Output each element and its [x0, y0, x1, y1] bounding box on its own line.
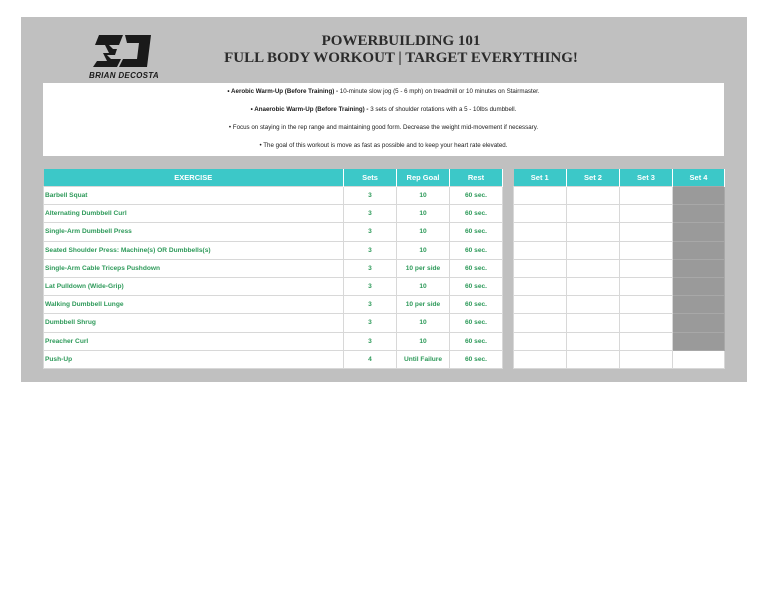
column-gap: [503, 296, 514, 314]
set1-entry-cell[interactable]: [514, 314, 567, 332]
table-row: [44, 205, 725, 223]
exercise-name: Push-Up: [44, 350, 344, 368]
set2-entry-cell[interactable]: [567, 350, 620, 368]
set1-entry-cell[interactable]: [514, 277, 567, 295]
set2-entry-cell[interactable]: [567, 296, 620, 314]
col-sets-header: Sets: [344, 169, 397, 187]
note-aerobic: • Aerobic Warm-Up (Before Training) - 10-minute slow jog (5 - 6 mph) on treadmill or 10 minutes on Stairmaster.: [227, 88, 540, 95]
set1-entry-cell[interactable]: [514, 350, 567, 368]
col-set4-header: Set 4: [673, 169, 725, 187]
table-row: [44, 259, 725, 277]
col-rep-goal-header: Rep Goal: [397, 169, 450, 187]
set3-entry-cell[interactable]: [620, 205, 673, 223]
rest-value: 60 sec.: [450, 223, 503, 241]
set4-disabled-cell: [673, 332, 725, 350]
exercise-name: Single-Arm Cable Triceps Pushdown: [44, 259, 344, 277]
set4-disabled-cell: [673, 205, 725, 223]
sets-value: 4: [344, 350, 397, 368]
column-gap: [503, 223, 514, 241]
set4-disabled-cell: [673, 296, 725, 314]
column-gap: [503, 169, 514, 187]
sets-value: 3: [344, 259, 397, 277]
rest-value: 60 sec.: [450, 259, 503, 277]
sets-value: 3: [344, 332, 397, 350]
rest-value: 60 sec.: [450, 187, 503, 205]
rest-value: 60 sec.: [450, 277, 503, 295]
rep-goal-value: Until Failure: [397, 350, 450, 368]
set2-entry-cell[interactable]: [567, 314, 620, 332]
rep-goal-value: 10 per side: [397, 259, 450, 277]
set1-entry-cell[interactable]: [514, 296, 567, 314]
sets-value: 3: [344, 187, 397, 205]
rep-goal-value: 10 per side: [397, 296, 450, 314]
rest-value: 60 sec.: [450, 332, 503, 350]
sets-value: 3: [344, 296, 397, 314]
column-gap: [503, 350, 514, 368]
table-row: [44, 223, 725, 241]
set4-disabled-cell: [673, 187, 725, 205]
exercise-name: Preacher Curl: [44, 332, 344, 350]
note-anaerobic: • Anaerobic Warm-Up (Before Training) - 3 sets of shoulder rotations with a 5 - 10lbs dumbbell.: [250, 106, 517, 113]
set3-entry-cell[interactable]: [620, 259, 673, 277]
exercise-name: Alternating Dumbbell Curl: [44, 205, 344, 223]
brand-name: BRIAN DECOSTA: [89, 71, 159, 80]
rest-value: 60 sec.: [450, 241, 503, 259]
set3-entry-cell[interactable]: [620, 332, 673, 350]
set1-entry-cell[interactable]: [514, 223, 567, 241]
exercise-name: Barbell Squat: [44, 187, 344, 205]
exercise-name: Dumbbell Shrug: [44, 314, 344, 332]
col-set1-header: Set 1: [514, 169, 567, 187]
rest-value: 60 sec.: [450, 314, 503, 332]
bd-logo-icon: [93, 31, 155, 69]
rep-goal-value: 10: [397, 241, 450, 259]
set1-entry-cell[interactable]: [514, 187, 567, 205]
column-gap: [503, 259, 514, 277]
set2-entry-cell[interactable]: [567, 332, 620, 350]
exercise-name: Single-Arm Dumbbell Press: [44, 223, 344, 241]
column-gap: [503, 241, 514, 259]
col-exercise-header: EXERCISE: [44, 169, 344, 187]
set3-entry-cell[interactable]: [620, 223, 673, 241]
brand-logo: [79, 31, 169, 83]
table-header-row: [44, 169, 725, 187]
set3-entry-cell[interactable]: [620, 296, 673, 314]
set4-disabled-cell: [673, 277, 725, 295]
column-gap: [503, 314, 514, 332]
set4-disabled-cell: [673, 223, 725, 241]
set1-entry-cell[interactable]: [514, 332, 567, 350]
set4-entry-cell[interactable]: [673, 350, 725, 368]
table-row: [44, 314, 725, 332]
table-row: [44, 241, 725, 259]
sets-value: 3: [344, 223, 397, 241]
set4-disabled-cell: [673, 241, 725, 259]
rep-goal-value: 10: [397, 223, 450, 241]
set2-entry-cell[interactable]: [567, 187, 620, 205]
exercise-table: [43, 169, 725, 369]
table-row: [44, 296, 725, 314]
set2-entry-cell[interactable]: [567, 241, 620, 259]
table-row: [44, 277, 725, 295]
note-form: • Focus on staying in the rep range and maintaining good form. Decrease the weight mid-movement if necessary.: [228, 124, 539, 131]
note-goal: • The goal of this workout is move as fast as possible and to keep your heart rate elevated.: [259, 142, 508, 149]
table-row: [44, 350, 725, 368]
col-rest-header: Rest: [450, 169, 503, 187]
set2-entry-cell[interactable]: [567, 259, 620, 277]
workout-sheet: [21, 17, 747, 382]
set3-entry-cell[interactable]: [620, 350, 673, 368]
set4-disabled-cell: [673, 259, 725, 277]
set3-entry-cell[interactable]: [620, 241, 673, 259]
page-subtitle: FULL BODY WORKOUT | TARGET EVERYTHING!: [224, 50, 578, 66]
column-gap: [503, 187, 514, 205]
exercise-name: Lat Pulldown (Wide-Grip): [44, 277, 344, 295]
set4-disabled-cell: [673, 314, 725, 332]
rep-goal-value: 10: [397, 277, 450, 295]
set1-entry-cell[interactable]: [514, 241, 567, 259]
set2-entry-cell[interactable]: [567, 205, 620, 223]
rest-value: 60 sec.: [450, 205, 503, 223]
set1-entry-cell[interactable]: [514, 259, 567, 277]
exercise-name: Walking Dumbbell Lunge: [44, 296, 344, 314]
rep-goal-value: 10: [397, 314, 450, 332]
rest-value: 60 sec.: [450, 350, 503, 368]
sets-value: 3: [344, 205, 397, 223]
set2-entry-cell[interactable]: [567, 223, 620, 241]
instructions-box: [43, 83, 724, 156]
set2-entry-cell[interactable]: [567, 277, 620, 295]
set1-entry-cell[interactable]: [514, 205, 567, 223]
col-set2-header: Set 2: [567, 169, 620, 187]
sets-value: 3: [344, 241, 397, 259]
col-set3-header: Set 3: [620, 169, 673, 187]
set3-entry-cell[interactable]: [620, 187, 673, 205]
set3-entry-cell[interactable]: [620, 277, 673, 295]
table-row: [44, 187, 725, 205]
column-gap: [503, 332, 514, 350]
rep-goal-value: 10: [397, 187, 450, 205]
column-gap: [503, 277, 514, 295]
rest-value: 60 sec.: [450, 296, 503, 314]
page-title: POWERBUILDING 101: [321, 33, 481, 49]
column-gap: [503, 205, 514, 223]
rep-goal-value: 10: [397, 205, 450, 223]
sets-value: 3: [344, 277, 397, 295]
rep-goal-value: 10: [397, 332, 450, 350]
sets-value: 3: [344, 314, 397, 332]
exercise-name: Seated Shoulder Press: Machine(s) OR Dumbbells(s): [44, 241, 344, 259]
set3-entry-cell[interactable]: [620, 314, 673, 332]
table-row: [44, 332, 725, 350]
